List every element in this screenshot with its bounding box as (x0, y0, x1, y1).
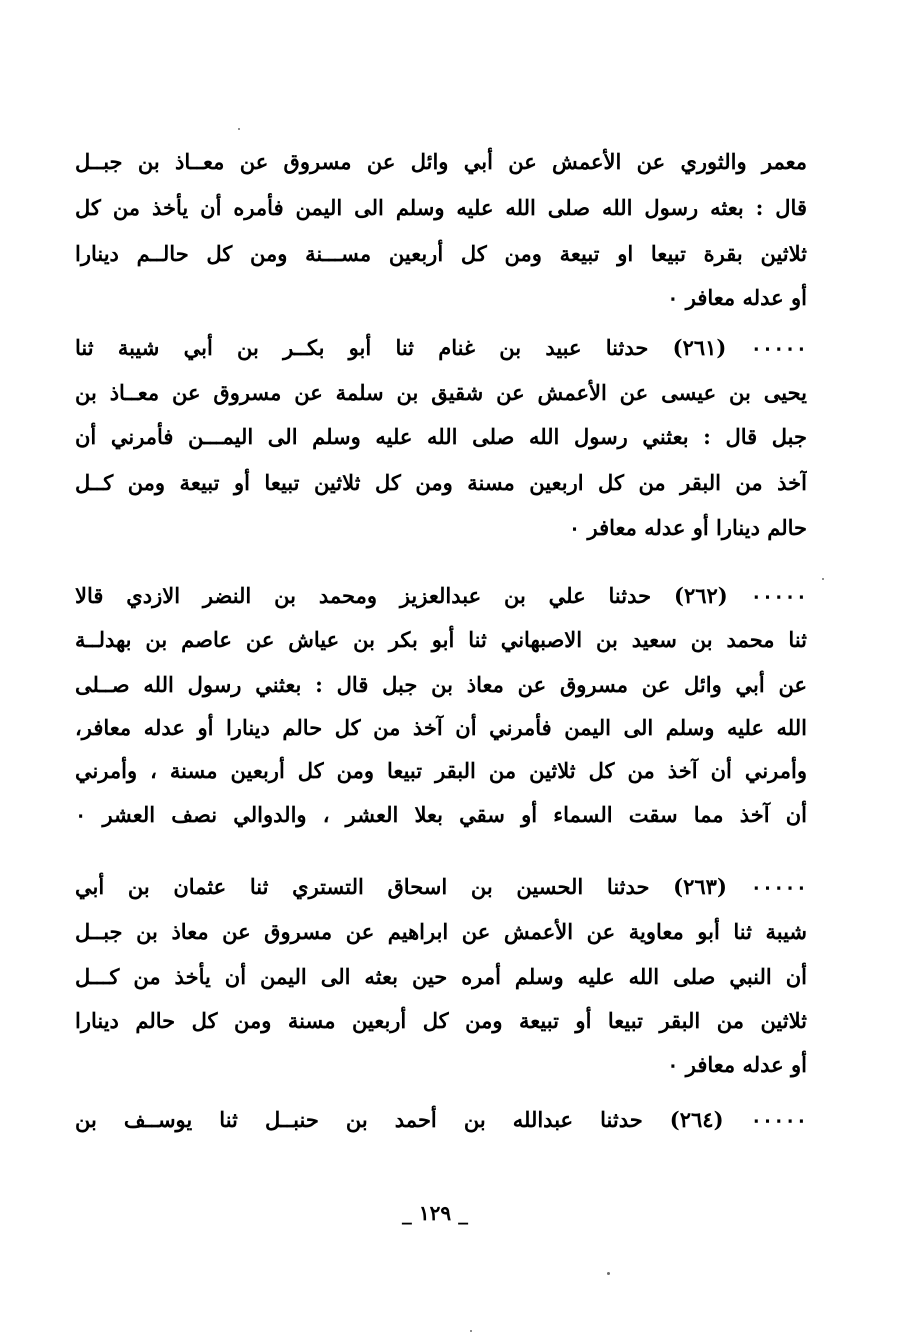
text-line: ثنا محمد بن سعيد بن الاصبهاني ثنا أبو بكر بن عياش عن عاصم بن بهدلــة (75, 627, 807, 652)
paper-speck (607, 1272, 610, 1275)
text-line: شيبة ثنا أبو معاوية عن الأعمش عن ابراهيم عن مسروق عن معاذ بن جبــل (75, 919, 807, 944)
text-line: ٠٠٠٠٠ (٢٦٣) حدثنا الحسين بن اسحاق التستري ثنا عثمان بن أبي (75, 874, 807, 899)
text-line: عن أبي وائل عن مسروق عن معاذ بن جبل قال : بعثني رسول الله صــلى (75, 672, 807, 697)
text-line: وأمرني أن آخذ من كل ثلاثين من البقر تبيعا ومن كل أربعين مسنة ، وأمرني (75, 758, 807, 783)
text-line: أن آخذ مما سقت السماء أو سقي بعلا العشر ، والدوالي نصف العشر ٠ (75, 802, 807, 827)
paper-speck (822, 578, 824, 580)
page-number: _ ١٢٩ _ (401, 1201, 469, 1225)
text-line: آخذ من البقر من كل اربعين مسنة ومن كل ثلاثين تبيعا أو تبيعة ومن كــل (75, 470, 807, 495)
text-line: أو عدله معافر ٠ (667, 285, 807, 310)
text-line: ٠٠٠٠٠ (٢٦١) حدثنا عبيد بن غنام ثنا أبو بكــر بن أبي شيبة ثنا (75, 335, 807, 360)
text-line: أن النبي صلى الله عليه وسلم أمره حين بعثه الى اليمن أن يأخذ من كـــل (75, 964, 807, 989)
text-line: يحيى بن عيسى عن الأعمش عن شقيق بن سلمة عن مسروق عن معــاذ بن (75, 380, 807, 405)
text-line: ٠٠٠٠٠ (٢٦٤) حدثنا عبدالله بن أحمد بن حنبــل ثنا يوســف بن (75, 1107, 807, 1132)
text-line: حالم دينارا أو عدله معافر ٠ (568, 515, 807, 540)
paper-speck (470, 1330, 472, 1332)
text-line: الله عليه وسلم الى اليمن فأمرني أن آخذ من كل حالم دينارا أو عدله معافر، (75, 715, 807, 740)
text-line: ٠٠٠٠٠ (٢٦٢) حدثنا علي بن عبدالعزيز ومحمد بن النضر الازدي قالا (75, 583, 807, 608)
text-line: قال : بعثه رسول الله صلى الله عليه وسلم الى اليمن فأمره أن يأخذ من كل (75, 195, 807, 220)
text-line: أو عدله معافر ٠ (667, 1052, 807, 1077)
text-line: ثلاثين من البقر تبيعا أو تبيعة ومن كل أربعين مسنة ومن كل حالم دينارا (75, 1008, 807, 1033)
text-line: جبل قال : بعثني رسول الله صلى الله عليه وسلم الى اليمـــن فأمرني أن (75, 424, 807, 449)
paper-speck (238, 128, 240, 130)
text-line: ثلاثين بقرة تبيعا او تبيعة ومن كل أربعين مســـنة ومن كل حالــم دينارا (75, 241, 807, 266)
text-line: معمر والثوري عن الأعمش عن أبي وائل عن مسروق عن معــاذ بن جبــل (75, 149, 807, 174)
